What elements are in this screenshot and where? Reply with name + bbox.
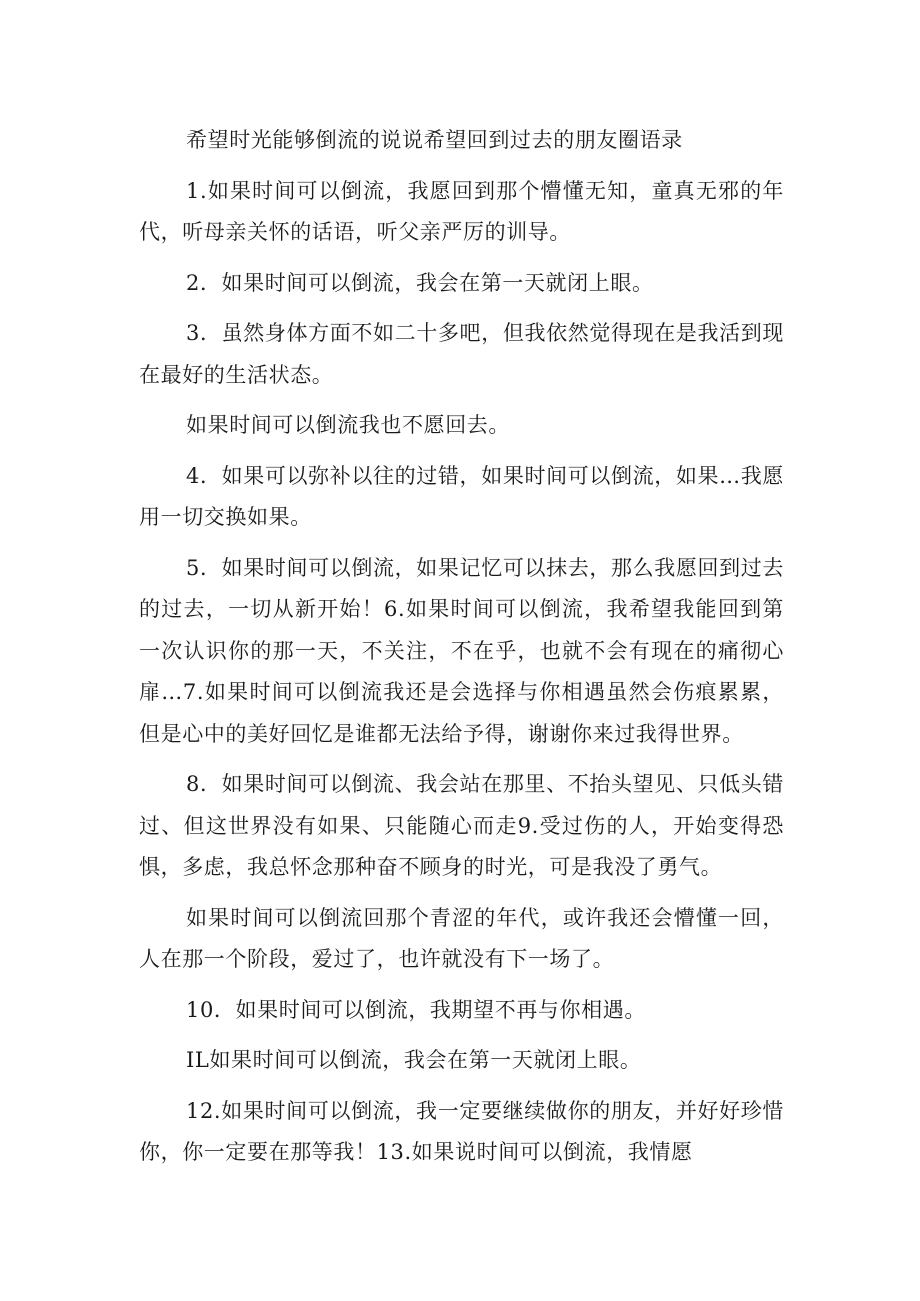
paragraph-1: 1.如果时间可以倒流，我愿回到那个懵懂无知，童真无邪的年代，听母亲关怀的话语，听父亲严厉的训导。 <box>139 178 784 244</box>
paragraph-11: 12.如果时间可以倒流，我一定要继续做你的朋友，并好好珍惜你，你一定要在那等我！13.如果说时间可以倒流，我情愿 <box>139 1098 784 1164</box>
document-body <box>139 120 784 1174</box>
paragraph-8: 如果时间可以倒流回那个青涩的年代，或许我还会懵懂一回，人在那一个阶段，爱过了，也许就没有下一场了。 <box>139 905 784 971</box>
paragraph-7: 8．如果时间可以倒流、我会站在那里、不抬头望见、只低头错过、但这世界没有如果、只能随心而走9.受过伤的人，开始变得恐惧，多虑，我总怀念那种奋不顾身的时光，可是我没了勇气。 <box>139 772 784 879</box>
paragraph-2: 2．如果时间可以倒流，我会在第一天就闭上眼。 <box>186 270 654 295</box>
paragraph-6: 5．如果时间可以倒流，如果记忆可以抹去，那么我愿回到过去的过去，一切从新开始！6.如果时间可以倒流，我希望我能回到第一次认识你的那一天，不关注，不在乎，也就不会有现在的痛彻心扉…7.如果时间可以倒流我还是会选择与你相遇虽然会伤痕累累，但是心中的美好回忆是谁都无法给予得，谢谢你来过我得世界。 <box>139 555 784 746</box>
paragraph-4: 如果时间可以倒流我也不愿回去。 <box>186 413 510 437</box>
document-title: 希望时光能够倒流的说说希望回到过去的朋友圈语录 <box>186 128 683 152</box>
paragraph-9: 10．如果时间可以倒流，我期望不再与你相遇。 <box>186 997 646 1022</box>
paragraph-3: 3．虽然身体方面不如二十多吧，但我依然觉得现在是我活到现在最好的生活状态。 <box>139 321 784 387</box>
paragraph-5: 4．如果可以弥补以往的过错，如果时间可以倒流，如果…我愿用一切交换如果。 <box>139 463 784 529</box>
paragraph-10: IL如果时间可以倒流，我会在第一天就闭上眼。 <box>186 1048 642 1072</box>
